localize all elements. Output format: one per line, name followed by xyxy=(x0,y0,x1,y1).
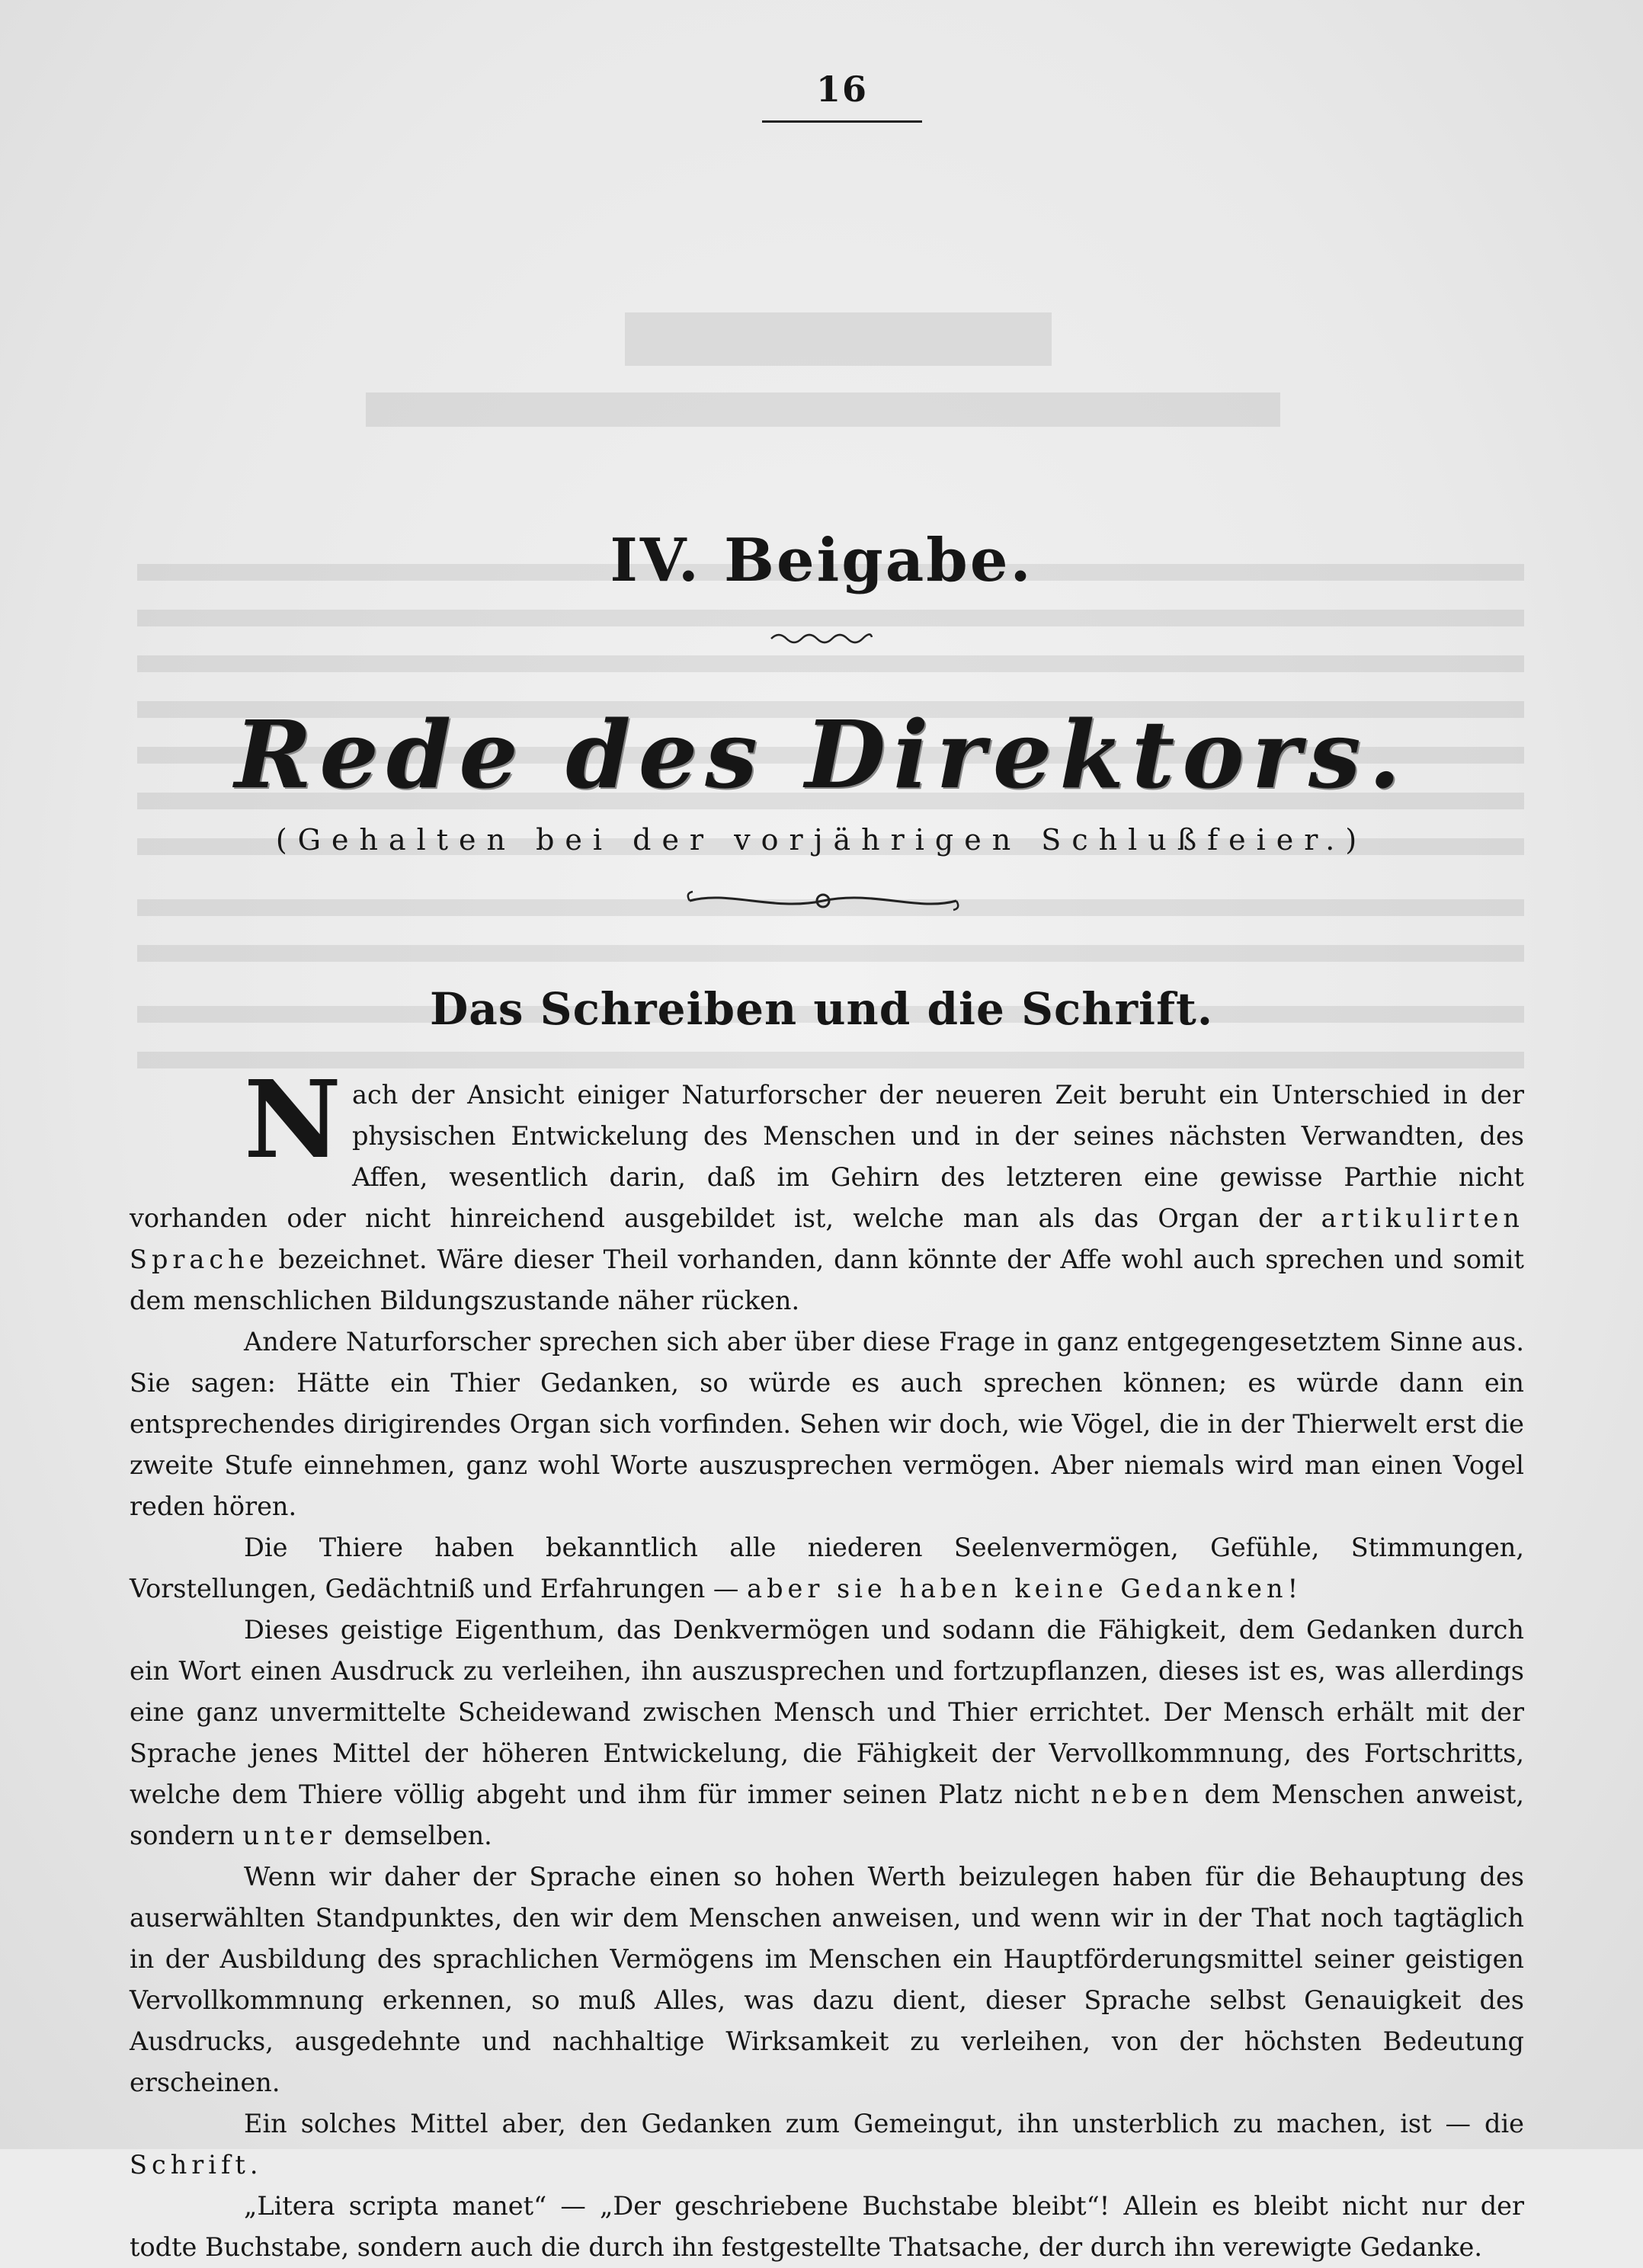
paragraph-4-text-c: demselben. xyxy=(335,1821,492,1850)
speech-subtitle: (Gehalten bei der vorjährigen Schlußfeier.) xyxy=(275,823,1368,857)
paragraph-4-emphasis-neben: neben xyxy=(1091,1779,1193,1809)
wave-ornament xyxy=(768,629,875,648)
scroll-ornament xyxy=(682,886,964,916)
paragraph-4-text-a: Dieses geistige Eigenthum, das Denkvermögen und sodann die Fähigkeit, dem Gedanken durch ein Wort einen Ausdruck zu verleihen, ihn auszusprechen und fortzupflanzen, dieses ist es, was allerdings eine ganz unvermittelte Scheidewand zwischen Mensch und Thier errichtet. Der Mensch erhält mit der Sprache jenes Mittel der höheren Entwickelung, die Fähigkeit der Vervollkommnung, des Fortschritts, welche dem Thiere völlig abgeht und ihm für immer seinen Platz nicht xyxy=(130,1615,1524,1809)
paragraph-1-emphasis: artikulirten Sprache xyxy=(130,1203,1524,1274)
paragraph-6 xyxy=(130,2103,1524,2186)
paragraph-1-text-b: bezeichnet. Wäre dieser Theil vorhanden, dann könnte der Affe wohl auch sprechen und somit dem menschlichen Bildungszustande näher rücken. xyxy=(130,1245,1524,1315)
drop-cap: N xyxy=(244,1058,341,1183)
paragraph-6-text-a: Ein solches Mittel aber, den Gedanken zum Gemeingut, ihn unsterblich zu machen, ist — die xyxy=(244,2109,1524,2138)
paragraph-1 xyxy=(130,1058,1524,1321)
page-number-block xyxy=(762,69,922,123)
paragraph-1-text-a: ach der Ansicht einiger Naturforscher der neueren Zeit beruht ein Unterschied in der physischen Entwickelung des Menschen und in der seines nächsten Verwandten, des Affen, wesentlich darin, daß im Gehirn des letzteren eine gewisse Parthie nicht vorhanden oder nicht hinreichend ausgebildet ist, welche man als das Organ der xyxy=(130,1080,1524,1233)
body-text xyxy=(130,1058,1524,2268)
article-heading: Das Schreiben und die Schrift. xyxy=(429,983,1214,1035)
paragraph-3 xyxy=(130,1527,1524,1610)
speech-title: Rede des Direktors. xyxy=(234,700,1409,809)
paragraph-4-emphasis-unter: unter xyxy=(242,1821,336,1850)
paragraph-4 xyxy=(130,1610,1524,1856)
section-heading: IV. Beigabe. xyxy=(610,526,1033,595)
paragraph-5: Wenn wir daher der Sprache einen so hohen Werth beizulegen haben für die Behauptung des auserwählten Standpunktes, den wir dem Menschen anweisen, und wenn wir in der That noch tagtäglich in der Ausbildung des sprachlichen Vermögens im Menschen ein Hauptförderungsmittel seiner geistigen Vervollkommnung erkennen, so muß Alles, was dazu dient, dieser Sprache selbst Genauigkeit des Ausdrucks, ausgedehnte und nachhaltige Wirksamkeit zu verleihen, von der höchsten Bedeutung erscheinen. xyxy=(130,1862,1524,2097)
page-number: 16 xyxy=(815,69,868,110)
paragraph-3-text-a: Die Thiere haben bekanntlich alle niederen Seelenvermögen, Gefühle, Stimmungen, Vorstellungen, Gedächtniß und Erfahrungen — xyxy=(130,1533,1524,1603)
paragraph-6-emphasis: Schrift. xyxy=(130,2150,263,2180)
paragraph-2: Andere Naturforscher sprechen sich aber über diese Frage in ganz entgegengesetztem Sinne aus. Sie sagen: Hätte ein Thier Gedanken, so würde es auch sprechen können; es würde dann ein entsprechendes dirigirendes Organ sich vorfinden. Sehen wir doch, wie Vögel, die in der Thierwelt erst die zweite Stufe einnehmen, ganz wohl Worte auszusprechen vermögen. Aber niemals wird man einen Vogel reden hören. xyxy=(130,1327,1524,1521)
page-number-rule xyxy=(762,120,922,123)
paragraph-3-emphasis: aber sie haben keine Gedanken! xyxy=(747,1574,1303,1603)
paragraph-7: „Litera scripta manet“ — „Der geschriebene Buchstabe bleibt“! Allein es bleibt nicht nur der todte Buchstabe, sondern auch die durch ihn festgestellte Thatsache, der durch ihn verewigte Gedanke. xyxy=(130,2191,1524,2262)
paragraph-4-text-b: dem Menschen anweist, sondern xyxy=(130,1779,1524,1850)
